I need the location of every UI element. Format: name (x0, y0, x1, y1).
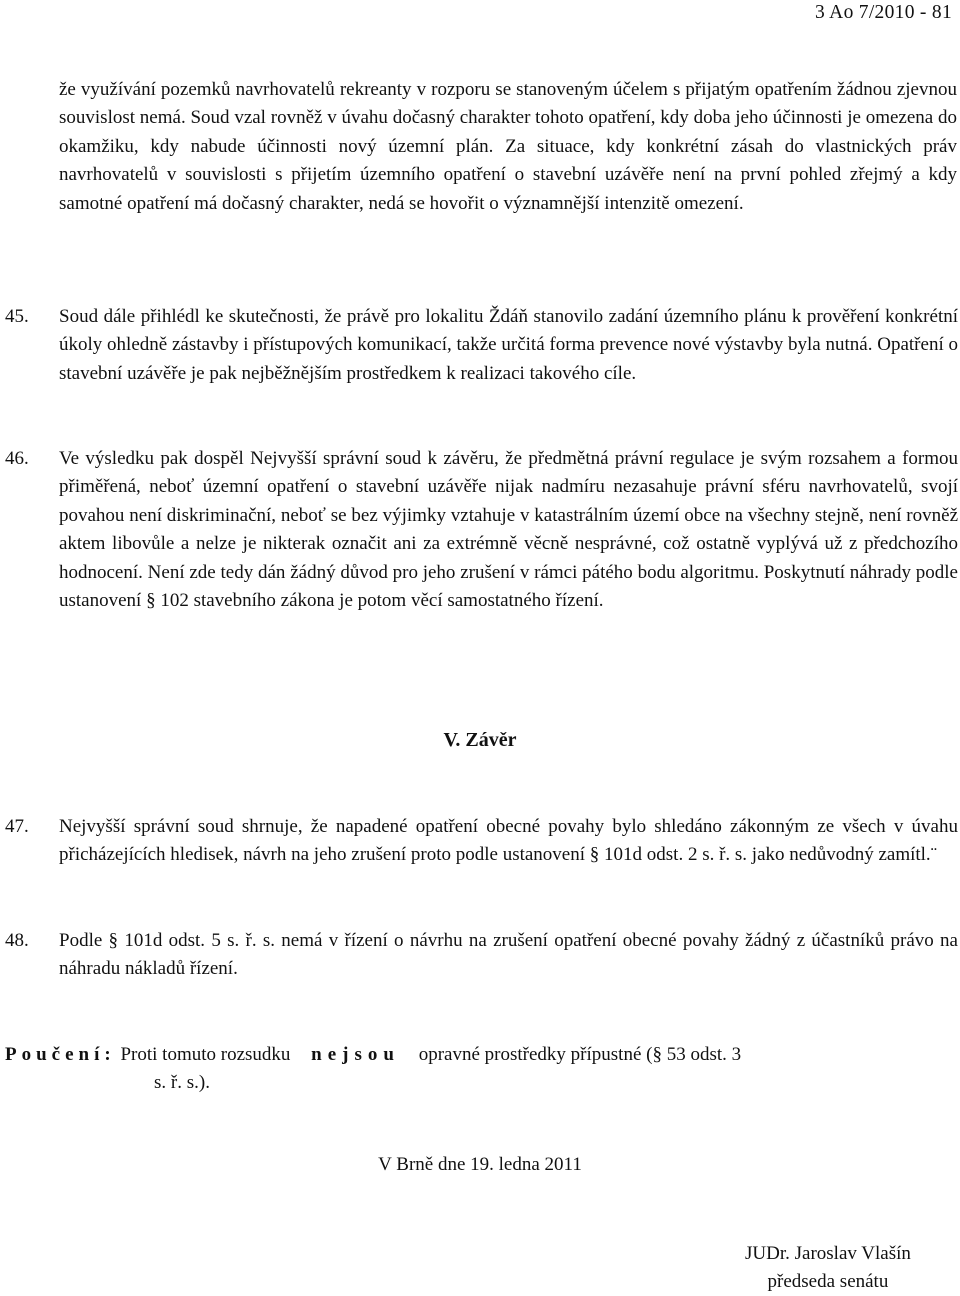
instruction-negation: nejsou (311, 1044, 400, 1065)
paragraph-47 (5, 813, 958, 870)
paragraph-text: Nejvyšší správní soud shrnuje, že napadené opatření obecné povahy bylo shledáno zákonným ze všech v úvahu přicházejících hledisek, návrh na jeho zrušení proto podle ustanovení § 101d odst. 2 s. ř. s. jako nedůvodný zamítl.¨ (59, 816, 958, 866)
case-reference: 3 Ao 7/2010 - 81 (815, 2, 952, 23)
instruction-label: Poučení: (5, 1044, 116, 1065)
paragraph-45 (5, 303, 958, 388)
intro-paragraph: že využívání pozemků navrhovatelů rekreanty v rozporu se stanoveným účelem s přijatým opatřením žádnou zjevnou souvislost nemá. Soud vzal rovněž v úvahu dočasný charakter tohoto opatření, kdy doba jeho účinnosti je omezena do okamžiku, kdy nabude účinnosti nový územní plán. Za situace, kdy konkrétní zásah do vlastnických práv navrhovatelů v souvislosti s přijetím územního opatření o stavební uzávěře není na první pohled zřejmý a kdy samotné opatření má dočasný charakter, nedá se hovořit o významnější intenzitě omezení. (59, 79, 957, 214)
signature-block (745, 1240, 911, 1296)
instruction-text-before: Proti tomuto rozsudku (120, 1044, 291, 1065)
paragraph-number: 45. (5, 306, 29, 327)
paragraph-text: Ve výsledku pak dospěl Nejvyšší správní soud k závěru, že předmětná právní regulace je svým rozsahem a formou přiměřená, neboť územní opatření o stavební uzávěře nijak nadmíru nezasahuje právní sféru navrhovatelů, svojí povahou není diskriminační, neboť se bez výjimky vztahuje v katastrálním území obce na všechny stejně, není rovněž aktem libovůle a nelze je nikterak označit ani za extrémně věcně nesprávné, což ostatně vyplývá už z předchozího hodnocení. Není zde tedy dán žádný důvod pro jeho zrušení v rámci pátého bodu algoritmu. Poskytnutí náhrady podle ustanovení § 102 stavebního zákona je potom věcí samostatného řízení. (59, 448, 958, 612)
place-date: V Brně dne 19. ledna 2011 (378, 1154, 582, 1175)
paragraph-number: 47. (5, 816, 29, 837)
paragraph-number: 46. (5, 448, 29, 469)
paragraph-text: Soud dále přihlédl ke skutečnosti, že právě pro lokalitu Ždáň stanovilo zadání územního plánu k prověření konkrétní úkoly ohledně zástavby i přístupových komunikací, takže určitá forma prevence nové výstavby byla nutná. Opatření o stavební uzávěře je pak nejběžnějším prostředkem k realizaci takového cíle. (59, 306, 958, 384)
signature-role: předseda senátu (767, 1271, 889, 1292)
legal-instruction (5, 1041, 958, 1098)
paragraph-text: Podle § 101d odst. 5 s. ř. s. nemá v řízení o návrhu na zrušení opatření obecné povahy žádný z účastníků právo na náhradu nákladů řízení. (59, 930, 958, 980)
instruction-text-after: opravné prostředky přípustné (§ 53 odst. 3 (418, 1044, 742, 1065)
paragraph-46 (5, 445, 958, 615)
paragraph-48 (5, 927, 958, 984)
signature-name: JUDr. Jaroslav Vlašín (745, 1243, 911, 1264)
section-title: V. Závěr (443, 729, 517, 751)
paragraph-number: 48. (5, 930, 29, 951)
instruction-continuation: s. ř. s.). (154, 1072, 210, 1094)
